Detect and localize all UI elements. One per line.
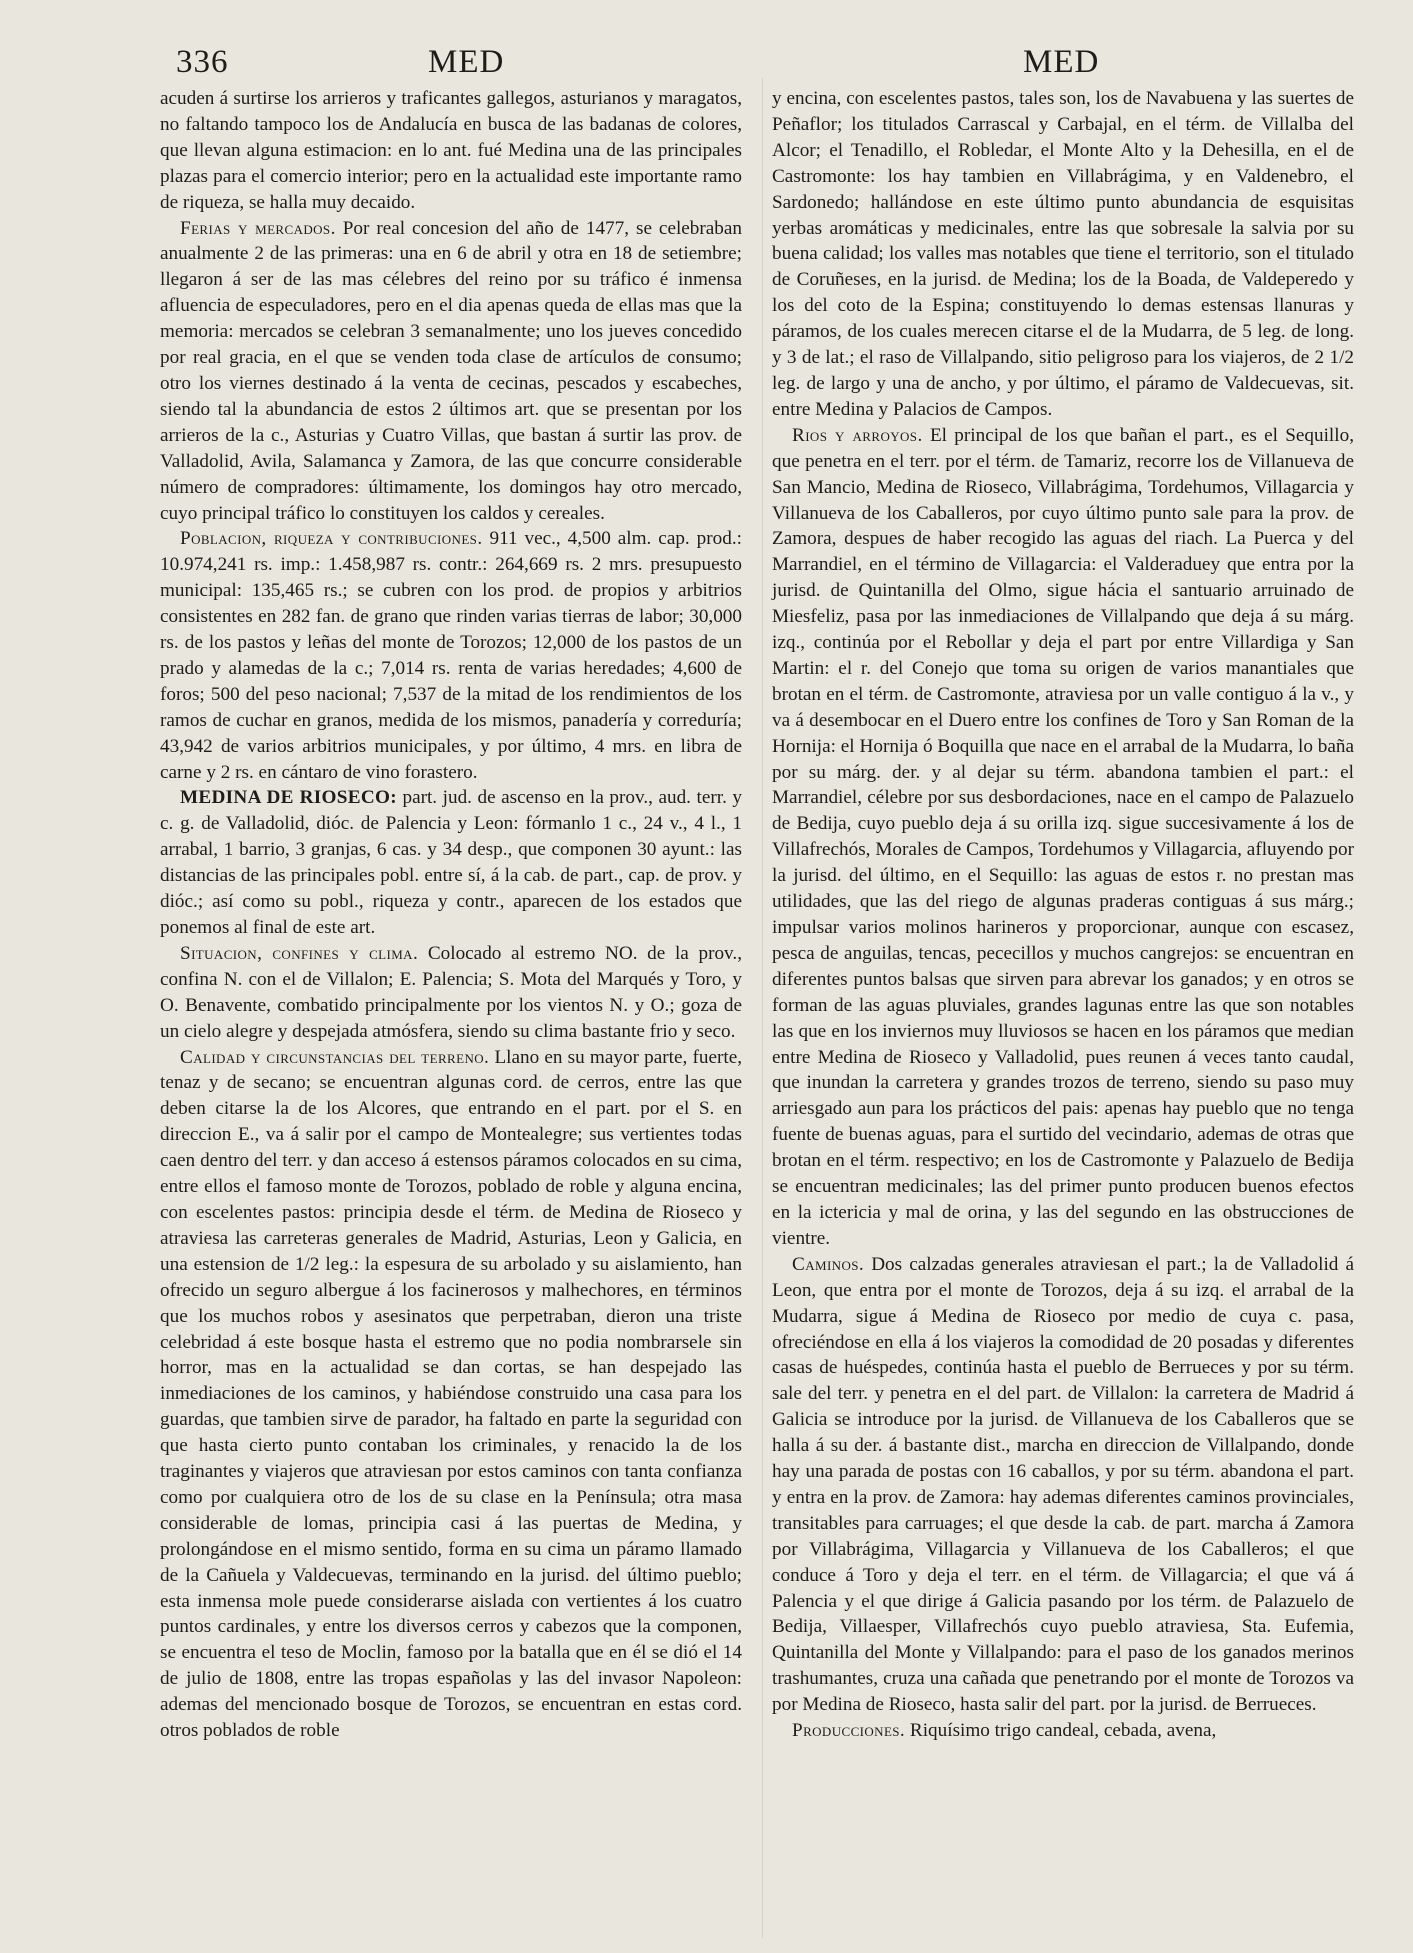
left-column xyxy=(160,86,742,1744)
page-number: 336 xyxy=(176,44,229,80)
section-heading: Caminos. xyxy=(792,1253,865,1275)
section-rios xyxy=(772,423,1354,1252)
entry-medina-de-rioseco xyxy=(160,785,742,940)
section-text: Dos calzadas generales atraviesan el part.; la de Valladolid á Leon, que entra por el monte de Torozos, deja á su izq. el arrabal de la Mudarra, sigue á Medina de Rioseco por medio de cuya c. pasa, ofreciéndose en ella á los viajeros la comodidad de 20 posadas y diferentes casas de huéspedes, continúa hasta el pueblo de Berrueces y por su térm. sale del terr. y penetra en el del part. de Villalon: la carretera de Madrid á Galicia se introduce por la jurisd. de Villanueva de los Caballeros que se halla á su der. á bastante dist., marcha en direccion de Villalpando, donde hay una parada de postas con 16 caballos, y por su térm. abandona el part. y entra en la prov. de Zamora: hay ademas diferentes caminos provinciales, transitables para carruages; el que desde la cab. de part. marcha á Zamora por Villabrágima, Villagarcia y Villanueva de los Caballeros; el que conduce á Toro y deja el terr. en el térm. de Villagarcia; el que vá á Palencia y el que dirige á Galicia pasando por los térm. de Palazuelo de Bedija, Villaesper, Villafrechós cuyo pueblo atraviesa, Sta. Eufemia, Quintanilla del Monte y Villalpando: para el paso de los ganados merinos trashumantes, cruza una cañada que penetrando por el monte de Torozos va por Medina de Rioseco, hasta salir del part. por la jurisd. de Berrueces. xyxy=(772,1253,1355,1716)
section-text: Colocado al estremo NO. de la prov., confina N. con el de Villalon; E. Palencia; S. Mota del Marqués y Toro, y O. Benavente, combatido principalmente por los vientos N. y O.; goza de un cielo alegre y despejada atmósfera, siendo su clima bastante frio y seco. xyxy=(160,942,743,1042)
section-heading: Poblacion, riqueza y contribuciones. xyxy=(180,528,483,550)
entry-text: part. jud. de ascenso en la prov., aud. terr. y c. g. de Valladolid, dióc. de Palencia y Leon: fórmanlo 1 c., 24 v., 4 l., 1 arrabal, 1 barrio, 3 granjas, 6 cas. y 34 desp., que componen 30 ayunt.: las distancias de las principales pobl. entre sí, á la cab. de part., cap. de prov. y dióc.; así como su pobl., riqueza y contr., aparecen de los estados que ponemos al final de este art. xyxy=(160,787,743,938)
section-heading: Producciones. xyxy=(792,1720,906,1742)
section-situacion xyxy=(160,941,742,1045)
section-heading: Rios y arroyos. xyxy=(792,424,923,446)
section-text: Por real concesion del año de 1477, se celebraban anualmente 2 de las primeras: una en 6 de abril y otra en 18 de setiembre; llegaron á ser de las mas célebres del reino por su tráfico é inmensa afluencia de especuladores, pero en el dia apenas queda de ellas mas que la memoria: mercados se celebran 3 semanalmente; uno los jueves concedido por real gracia, en el que se venden toda clase de artículos de consumo; otro los viernes destinado á la venta de cecinas, pescados y escabeches, siendo tal la abundancia de estos 2 últimos art. que se presentan por los arrieros de la c., Asturias y Cuatro Villas, que bastan á surtir las prov. de Valladolid, Avila, Salamanca y Zamora, de las que concurre considerable número de compradores: últimamente, los domingos hay otro mercado, cuyo principal tráfico lo constituyen los caldos y cereales. xyxy=(160,217,743,524)
section-heading: Calidad y circunstancias del terreno. xyxy=(180,1046,490,1068)
paragraph-continuation xyxy=(772,86,1354,423)
section-ferias xyxy=(160,216,742,527)
section-poblacion xyxy=(160,526,742,785)
section-heading: Ferias y mercados. xyxy=(180,217,336,239)
paragraph-text: acuden á surtirse los arrieros y traficantes gallegos, asturianos y maragatos, no faltando tampoco los de Andalucía en busca de las badanas de colores, que llevan alguna estimacion: en lo ant. fué Medina una de las principales plazas para el comercio interior; pero en la actualidad este importante ramo de riqueza, se halla muy decaido. xyxy=(160,88,742,213)
section-caminos xyxy=(772,1252,1354,1718)
section-calidad xyxy=(160,1045,742,1744)
section-text: El principal de los que bañan el part., es el Sequillo, que penetra en el terr. por el térm. de Tamariz, recorre los de Villanueva de San Mancio, Medina de Rioseco, Villabrágima, Tordehumos, Villagarcia y Villanueva de los Caballeros, por cuyo último punto sale para la prov. de Zamora, despues de haber recogido las aguas del riach. La Puerca y del Marrandiel, en el término de Villagarcia: el Valderaduey que entra por la jurisd. de Quintanilla del Olmo, sigue hácia el santuario arruinado de Miesfeliz, pasa por las inmediaciones de Villalpando que deja á su márg. izq., continúa por el Rebollar y deja el part por entre Villardiga y San Martin: el r. del Conejo que toma su origen de varios manantiales que brotan en el térm. de Castromonte, atraviesa por un valle contiguo á la v., y va á desembocar en el Duero entre los confines de Toro y San Roman de la Hornija: el Hornija ó Boquilla que nace en el arrabal de la Mudarra, lo baña por su márg. der. y al dejar su térm. abandona tambien el part.: el Marrandiel, célebre por sus desbordaciones, nace en el campo de Palazuelo de Bedija, cuyo pueblo deja á su orilla izq. sigue succesivamente á los de Villafrechós, Morales de Campos, Tordehumos y Villagarcia, afluyendo por la jurisd. del último, en el Sequillo: las aguas de estos r. no prestan mas utilidades, que las del riego de algunas praderas contiguas á sus márg.; impulsar varios molinos harineros y proporcionar, aunque con escasez, pesca de anguilas, tencas, pececillos y muchos cangrejos: se encuentran en diferentes puntos balsas que sirven para abrevar los ganados; y en otros se forman de las aguas pluviales, grandes lagunas entre las que son notables las que en los inviernos muy lluviosos se hacen en los páramos que median entre Medina de Rioseco y Valladolid, pues reunen á veces tanto caudal, que inundan la carretera y grandes trozos de terreno, siendo su paso muy arriesgado aun para los prácticos del pais: apenas hay pueblo que no tenga fuente de buenas aguas, para el surtido del vecindario, ademas de otras que brotan en el térm. respectivo; en los de Castromonte y Palazuelo de Bedija se encuentran medicinales; las del primer punto producen buenos efectos en la ictericia y mal de orina, y las del segundo en las obstrucciones de vientre. xyxy=(772,424,1354,1249)
section-producciones xyxy=(772,1718,1354,1744)
section-text: 911 vec., 4,500 alm. cap. prod.: 10.974,241 rs. imp.: 1.458,987 rs. contr.: 264,669 rs. 2 mrs. presupuesto municipal: 135,465 rs.; se cubren con los prod. de propios y arbitrios consistentes en 282 fan. de grano que rinden varias tierras de labor; 30,000 rs. de los pastos y leñas del monte de Torozos; 12,000 de los pastos de un prado y alamedas de la c.; 7,014 rs. renta de varias heredades; 4,600 de foros; 500 del peso nacional; 7,537 de la mitad de los rendimientos de los ramos de cuchar en granos, medida de los mismos, panadería y correduría; 43,942 de varios arbitrios municipales, y por último, 4 mrs. en libra de carne y 2 rs. en cántaro de vino forastero. xyxy=(160,528,742,783)
paragraph-text: y encina, con escelentes pastos, tales son, los de Navabuena y las suertes de Peñaflor; los titulados Carrascal y Carbajal, en el térm. de Villalba del Alcor; el Tenadillo, el Robledar, el Monte Alto y la Dehesilla, en el de Castromonte: los hay tambien en Villabrágima, y en Valdenebro, el Sardonedo; hallándose en este último punto abundancia de esquisitas yerbas aromáticas y medicinales, entre las que sobresale la salvia por su buena calidad; los valles mas notables que tiene el territorio, son el titulado de Coruñeses, en la jurisd. de Medina; los de la Boada, de Valdeperedo y los del coto de la Espina; constituyendo lo demas estensas llanuras y páramos, de los cuales merecen citarse el de la Mudarra, de 5 leg. de long. y 3 de lat.; el raso de Villalpando, sitio peligroso para los viajeros, de 2 1/2 leg. de largo y una de ancho, y por último, el páramo de Valdecuevas, sit. entre Medina y Palacios de Campos. xyxy=(772,88,1354,420)
entry-title: MEDINA DE RIOSECO: xyxy=(180,787,397,809)
running-head-left: MED xyxy=(428,44,505,80)
section-text: Llano en su mayor parte, fuerte, tenaz y de secano; se encuentran algunas cord. de cerros, entre las que deben citarse la de los Alcores, que entrando en el part. por el S. en direccion E., va á salir por el campo de Montealegre; sus vertientes todas caen dentro del terr. y dan acceso á estensos páramos colocados en su cima, entre ellos el famoso monte de Torozos, poblado de roble y alguna encina, con escelentes pastos: principia desde el térm. de Medina de Rioseco y atraviesa las carreteras generales de Madrid, Asturias, Leon y Galicia, en una estension de 1/2 leg.: la espesura de su arbolado y su aislamiento, han ofrecido un seguro albergue á los facinerosos y malhechores, en términos que los muchos robos y asesinatos que perpetraban, dieron una triste celebridad á este bosque hasta el estremo que no podia nombrarsele sin horror, mas en la actualidad se dan cortas, se han despejado las inmediaciones de los caminos, y habiéndose construido una casa para los guardas, que tambien sirve de parador, ha faltado en parte la seguridad con que hasta cierto punto contaban los criminales, y renacido la de los traginantes y viajeros que atraviesan por estos caminos con tanta confianza como por cualquiera otro de los de su clase en la Península; otra masa considerable de lomas, principia casi á las puertas de Medina, y prolongándose en el mismo sentido, forma en su cima un páramo llamado de la Cañuela y Valdecuevas, terminando en la jurisd. del último pueblo; esta inmensa mole puede considerarse aislada con vertientes á los cuatro puntos cardinales, y entre los diversos cerros y cabezos que la componen, se encuentra el teso de Moclin, famoso por la batalla que en él se dió el 14 de julio de 1808, entre las tropas españolas y las del invasor Napoleon: ademas del mencionado bosque de Torozos, se encuentran en estas cord. otros poblados de roble xyxy=(160,1046,743,1742)
paragraph-continuation xyxy=(160,86,742,216)
column-divider xyxy=(762,78,763,1938)
right-column xyxy=(772,86,1354,1744)
section-text: Riquísimo trigo candeal, cebada, avena, xyxy=(909,1720,1217,1742)
section-heading: Situacion, confines y clima. xyxy=(180,942,419,964)
running-head-right: MED xyxy=(1023,44,1100,80)
